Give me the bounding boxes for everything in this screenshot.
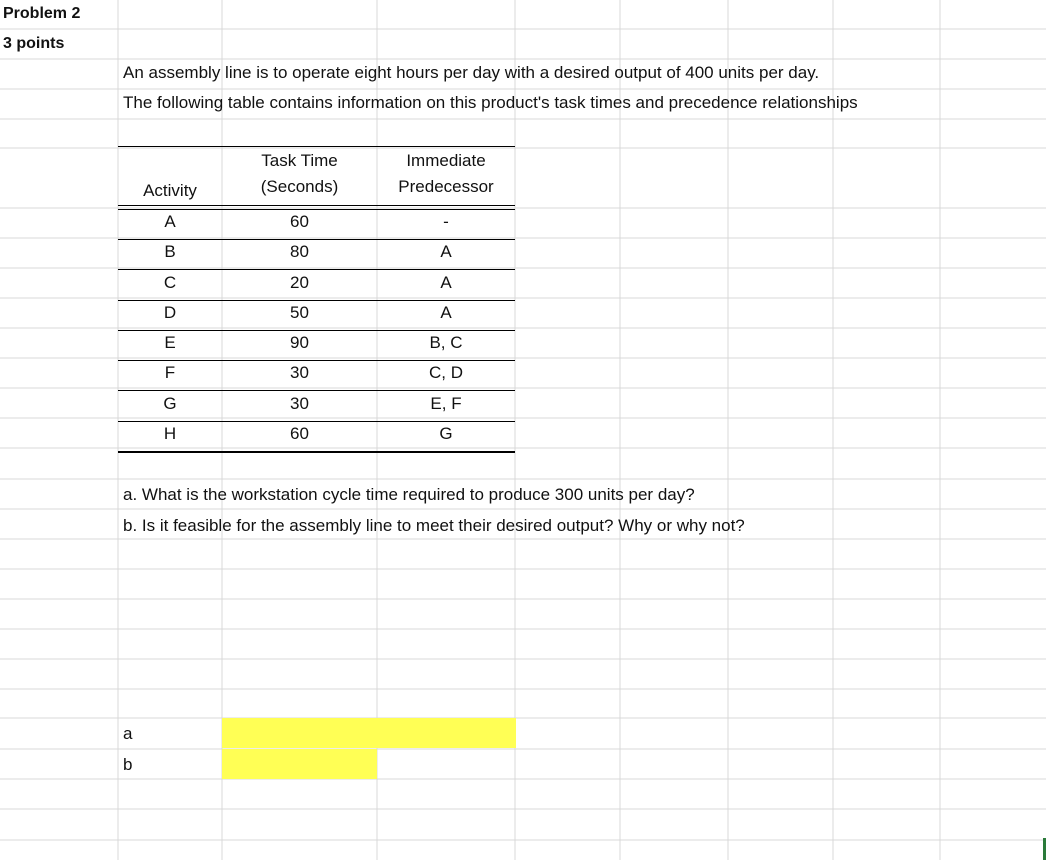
answer-a-cell[interactable] xyxy=(222,718,516,748)
predecessor-cell: B, C xyxy=(429,333,463,352)
activity-cell: D xyxy=(163,303,177,322)
activity-cell: G xyxy=(163,394,177,413)
activity-cell: B xyxy=(164,242,176,261)
question-b: b. Is it feasible for the assembly line to meet their desired output? Why or why not? xyxy=(123,516,745,535)
predecessor-cell: A xyxy=(440,242,452,261)
table-row-rule xyxy=(118,451,515,453)
intro-line-2: The following table contains information on this product's task times and precedence relationships xyxy=(123,93,858,112)
predecessor-cell: G xyxy=(439,424,453,443)
table-row-rule xyxy=(118,239,515,240)
activity-cell: C xyxy=(163,273,177,292)
task-time-cell: 50 xyxy=(290,303,309,322)
header-rule-top xyxy=(118,205,515,206)
table-row-rule xyxy=(118,300,515,301)
task-time-cell: 30 xyxy=(290,363,309,382)
predecessor-cell: E, F xyxy=(430,394,462,413)
task-time-cell: 60 xyxy=(290,424,309,443)
problem-title: Problem 2 xyxy=(3,5,81,22)
predecessor-cell: A xyxy=(440,273,452,292)
table-row-rule xyxy=(118,360,515,361)
problem-points: 3 points xyxy=(3,35,65,52)
activity-cell: F xyxy=(164,363,176,382)
table-row-rule xyxy=(118,330,515,331)
predecessor-cell: C, D xyxy=(429,363,463,382)
answer-b-label: b xyxy=(123,755,133,774)
question-a: a. What is the workstation cycle time required to produce 300 units per day? xyxy=(123,485,695,504)
header-rule-bottom xyxy=(118,209,515,210)
task-time-cell: 90 xyxy=(290,333,309,352)
activity-cell: E xyxy=(164,333,176,352)
table-row-rule xyxy=(118,390,515,391)
table-row-rule xyxy=(118,269,515,270)
table-row-rule xyxy=(118,421,515,422)
predecessor-cell: - xyxy=(443,212,449,231)
table-top-rule xyxy=(118,146,515,147)
task-time-cell: 20 xyxy=(290,273,309,292)
header-task-time-line2: (Seconds) xyxy=(260,177,339,196)
task-time-cell: 30 xyxy=(290,394,309,413)
header-predecessor-line1: Immediate xyxy=(406,151,486,170)
activity-cell: A xyxy=(164,212,176,231)
predecessor-cell: A xyxy=(440,303,452,322)
task-time-cell: 60 xyxy=(290,212,309,231)
task-time-cell: 80 xyxy=(290,242,309,261)
answer-a-label: a xyxy=(123,724,133,743)
header-predecessor-line2: Predecessor xyxy=(398,177,494,196)
intro-line-1: An assembly line is to operate eight hours per day with a desired output of 400 units per day. xyxy=(123,63,820,82)
header-task-time-line1: Task Time xyxy=(261,151,338,170)
answer-b-cell[interactable] xyxy=(222,749,377,779)
header-activity: Activity xyxy=(143,181,197,200)
activity-cell: H xyxy=(163,424,177,443)
